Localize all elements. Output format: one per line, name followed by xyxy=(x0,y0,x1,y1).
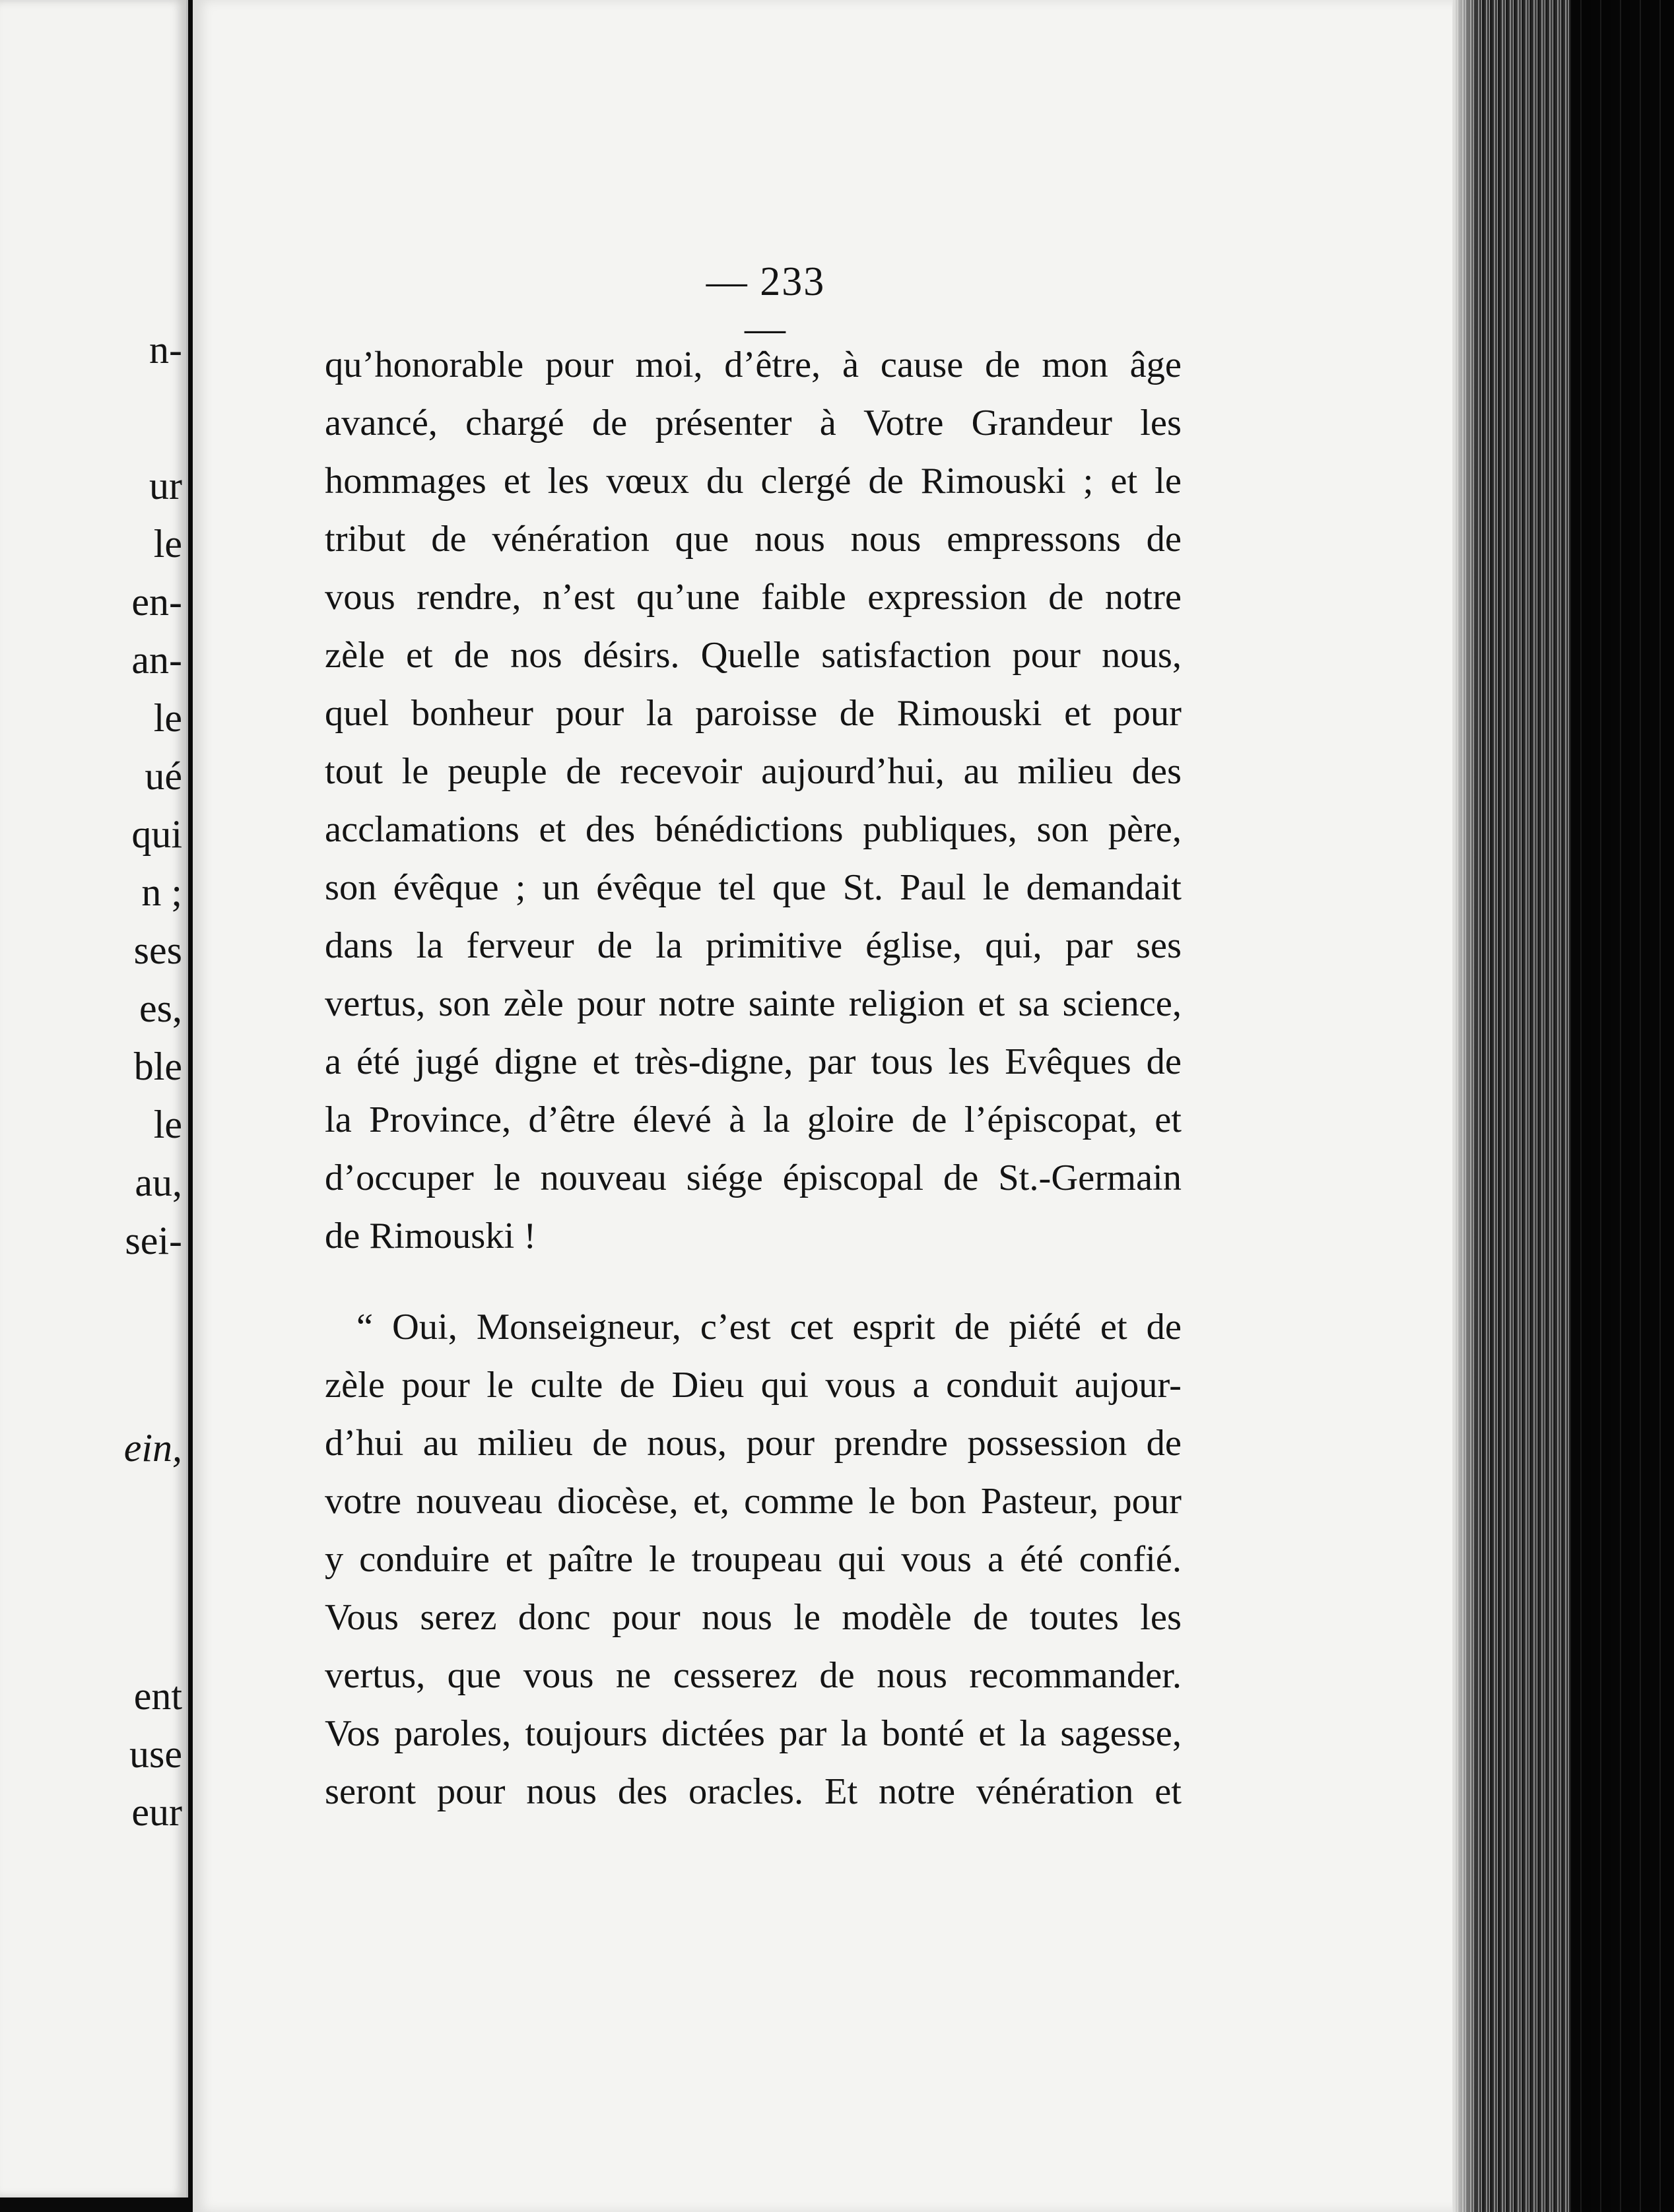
left-page-fragment: ses xyxy=(133,928,182,972)
text-line: avancé, chargé de présenter à Votre Grandeur les xyxy=(325,403,1182,443)
text-line: la Province, d’être élevé à la gloire de l’épiscopat, et xyxy=(325,1099,1182,1140)
text-line: “ Oui, Monseigneur, c’est cet esprit de piété et de xyxy=(356,1307,1182,1348)
text-line: d’hui au milieu de nous, pour prendre possession de xyxy=(325,1423,1182,1464)
left-page-fragment: le xyxy=(153,522,182,566)
previous-page-edge xyxy=(0,0,188,2197)
text-line: son évêque ; un évêque tel que St. Paul le demandait xyxy=(325,867,1182,908)
left-page-fragment: ein, xyxy=(123,1426,182,1470)
left-page-fragment: n- xyxy=(149,328,182,372)
text-line: de Rimouski ! xyxy=(325,1216,537,1256)
left-page-fragment: le xyxy=(153,1103,182,1146)
text-line: hommages et les vœux du clergé de Rimouski ; et le xyxy=(325,461,1182,502)
left-page-fragment: ent xyxy=(133,1674,182,1718)
left-page-fragment: ué xyxy=(145,754,182,798)
left-page-fragment: sei- xyxy=(125,1219,182,1262)
left-page-fragment: es, xyxy=(139,987,182,1030)
text-line: zèle pour le culte de Dieu qui vous a conduit aujour- xyxy=(325,1365,1182,1406)
left-page-fragment: au, xyxy=(135,1161,182,1204)
left-page-fragment: en- xyxy=(131,580,182,624)
left-page-fragment: eur xyxy=(131,1790,182,1834)
text-line: votre nouveau diocèse, et, comme le bon Pasteur, pour xyxy=(325,1481,1182,1522)
text-line: seront pour nous des oracles. Et notre vénération et xyxy=(325,1771,1182,1812)
text-line: qu’honorable pour moi, d’être, à cause de mon âge xyxy=(325,344,1182,385)
left-page-fragment: use xyxy=(129,1732,182,1776)
text-line: tout le peuple de recevoir aujourd’hui, au milieu des xyxy=(325,751,1182,792)
text-line: y conduire et paître le troupeau qui vous a été confié. xyxy=(325,1539,1182,1580)
left-page-fragment: le xyxy=(153,696,182,740)
page-edges xyxy=(1452,0,1571,2212)
text-line: quel bonheur pour la paroisse de Rimouski et pour xyxy=(325,693,1182,734)
text-line: vous rendre, n’est qu’une faible expression de notre xyxy=(325,577,1182,618)
left-page-fragment: ble xyxy=(133,1045,182,1088)
page-number: — 233 — xyxy=(706,259,826,351)
left-page-fragment: an- xyxy=(131,638,182,682)
text-line: d’occuper le nouveau siége épiscopal de St.-Germain xyxy=(325,1157,1182,1198)
text-line: tribut de vénération que nous nous empressons de xyxy=(325,519,1182,560)
text-line: zèle et de nos désirs. Quelle satisfaction pour nous, xyxy=(325,635,1182,676)
text-line: vertus, que vous ne cesserez de nous recommander. xyxy=(325,1655,1182,1696)
left-page-fragment: n ; xyxy=(141,870,182,914)
left-page-fragment: qui xyxy=(131,812,182,856)
left-page-fragment: ur xyxy=(149,464,182,507)
text-line: vertus, son zèle pour notre sainte religion et sa science, xyxy=(325,983,1182,1024)
text-line: acclamations et des bénédictions publiques, son père, xyxy=(325,809,1182,850)
text-line: Vous serez donc pour nous le modèle de toutes les xyxy=(325,1597,1182,1638)
text-line: a été jugé digne et très-digne, par tous les Evêques de xyxy=(325,1041,1182,1082)
text-line: dans la ferveur de la primitive église, qui, par ses xyxy=(325,925,1182,966)
book-spine xyxy=(1571,0,1674,2212)
text-line: Vos paroles, toujours dictées par la bonté et la sagesse, xyxy=(325,1713,1182,1754)
